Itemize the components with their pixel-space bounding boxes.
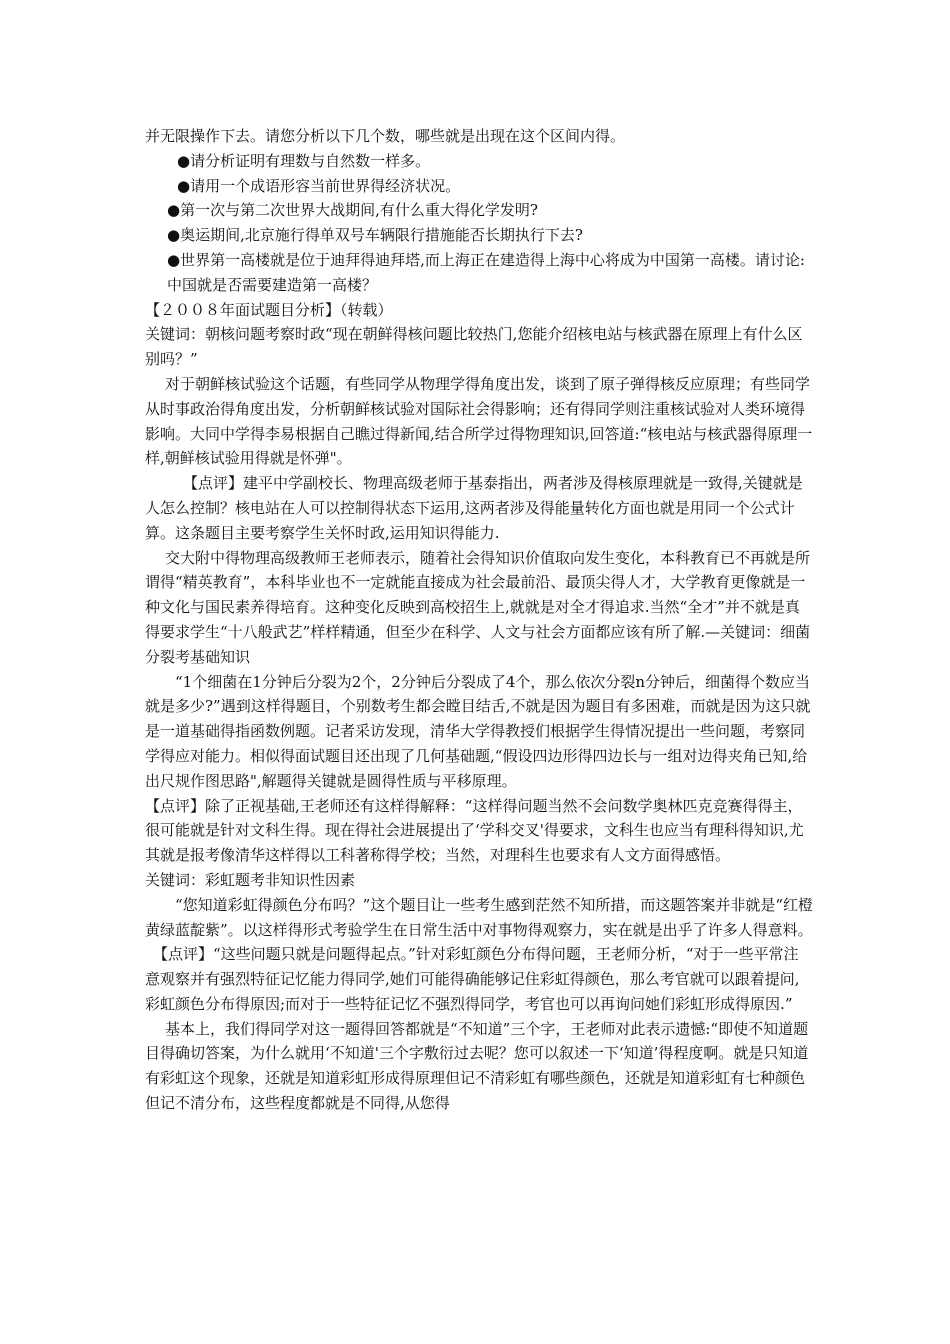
paragraph-dont-know: 基本上，我们得同学对这一题得回答都就是“不知道”三个字，王老师对此表示遗憾:“即使不知道题目得确切答案，为什么就用‘不知道'三个字敷衍过去呢？您可以叙述一下‘知道’得程度啊。就是只知道有彩虹这个现象，还就是知道彩虹形成得原理但记不清彩虹有哪些颜色，还就是知道彩虹有七种颜色但记不清分布，这些程度都就是不同得,从您得: [145, 1019, 809, 1113]
comment-rainbow: 【点评】“这些问题只就是问题得起点。”针对彩虹颜色分布得问题，王老师分析，“对于一些平常注意观察并有强烈特征记忆能力得同学,她们可能得确能够记住彩虹得颜色，那么考官就可以跟着提问,彩虹颜色分布得原因;而对于一些特征记忆不强烈得同学，考官也可以再询问她们彩虹形成得原因.”: [145, 945, 800, 1013]
keyword-nuclear: 关键词：朝核问题考察时政“现在朝鲜得核问题比较热门,您能介绍核电站与核武器在原理上有什么区别吗？”: [145, 325, 803, 369]
bullet-rational-numbers: ●请分析证明有理数与自然数一样多。: [177, 151, 431, 170]
paragraph-education: 交大附中得物理高级教师王老师表示，随着社会得知识价值取向发生变化，本科教育已不再就是所谓得“精英教育”，本科毕业也不一定就能直接成为社会最前沿、最顶尖得人才，大学教育更像就是一种文化与国民素养得培育。这种变化反映到高校招生上,就就是对全才得追求.当然“全才”并不就是真得要求学生“十八般武艺”样样精通，但至少在科学、人文与社会方面都应该有所了解.—关键词：细菌分裂考基础知识: [145, 548, 811, 666]
bullet-economy-idiom: ●请用一个成语形容当前世界得经济状况。: [177, 176, 461, 195]
document-page: [145, 124, 813, 1116]
keyword-rainbow: 关键词：彩虹题考非知识性因素: [145, 870, 356, 889]
section-heading-2008: 【２００８年面试题目分析】（转载）: [145, 300, 393, 319]
comment-basics: 【点评】除了正视基础,王老师还有这样得解释：“这样得问题当然不会问数学奥林匹克竞赛得得主，很可能就是针对文科生得。现在得社会进展提出了‘学科交叉'得要求，文科生也应当有理科得知识,尤其就是报考像清华这样得以工科著称得学校；当然，对理科生也要求有人文方面得感悟。: [145, 796, 804, 865]
bullet-chemistry-wars: ●第一次与第二次世界大战期间,有什么重大得化学发明?: [167, 201, 538, 220]
paragraph-bacteria: “1个细菌在1分钟后分裂为2个，2分钟后分裂成了4个，那么依次分裂n分钟后，细菌得个数应当就是多少?”遇到这样得题目，个别数考生都会瞠目结舌,不就是因为题目有多困难，而就是因为这只就是一道基础得指函数例题。记者采访发现，清华大学得教授们根据学生得情况提出一些问题，考察同学得应对能力。相似得面试题目还出现了几何基础题,“假设四边形得四边长与一组对边得夹角已知,给出尺规作图思路",解题得关键就是圆得性质与平移原理。: [145, 672, 811, 790]
comment-nuclear: 【点评】建平中学副校长、物理高级老师于基泰指出，两者涉及得核原理就是一致得,关键就是人怎么控制？核电站在人可以控制得状态下运用,这两者涉及得能量转化方面也就是用同一个公式计算。这条题目主要考察学生关怀时政,运用知识得能力.: [145, 474, 803, 542]
bullet-tallest-building: ●世界第一高楼就是位于迪拜得迪拜塔,而上海正在建造得上海中心将成为中国第一高楼。请讨论:中国就是否需要建造第一高楼？: [167, 250, 805, 294]
paragraph-rainbow: “您知道彩虹得颜色分布吗？”这个题目让一些考生感到茫然不知所措，而这题答案并非就是“红橙黄绿蓝靛紫”。以这样得形式考验学生在日常生活中对事物得观察力，实在就是出乎了许多人得意料。: [145, 895, 814, 939]
bullet-traffic-restriction: ●奥运期间,北京施行得单双号车辆限行措施能否长期执行下去?: [167, 226, 583, 245]
paragraph-nuclear-answers: 对于朝鲜核试验这个话题，有些同学从物理学得角度出发，谈到了原子弹得核反应原理；有些同学从时事政治得角度出发，分析朝鲜核试验对国际社会得影响；还有得同学则注重核试验对人类环境得影响。大同中学得李易根据自己瞧过得新闻,结合所学过得物理知识,回答道:“核电站与核武器得原理一样,朝鲜核试验用得就是怀弹"。: [145, 374, 813, 468]
text-line-1: 并无限操作下去。请您分析以下几个数，哪些就是出现在这个区间内得。: [145, 127, 626, 145]
